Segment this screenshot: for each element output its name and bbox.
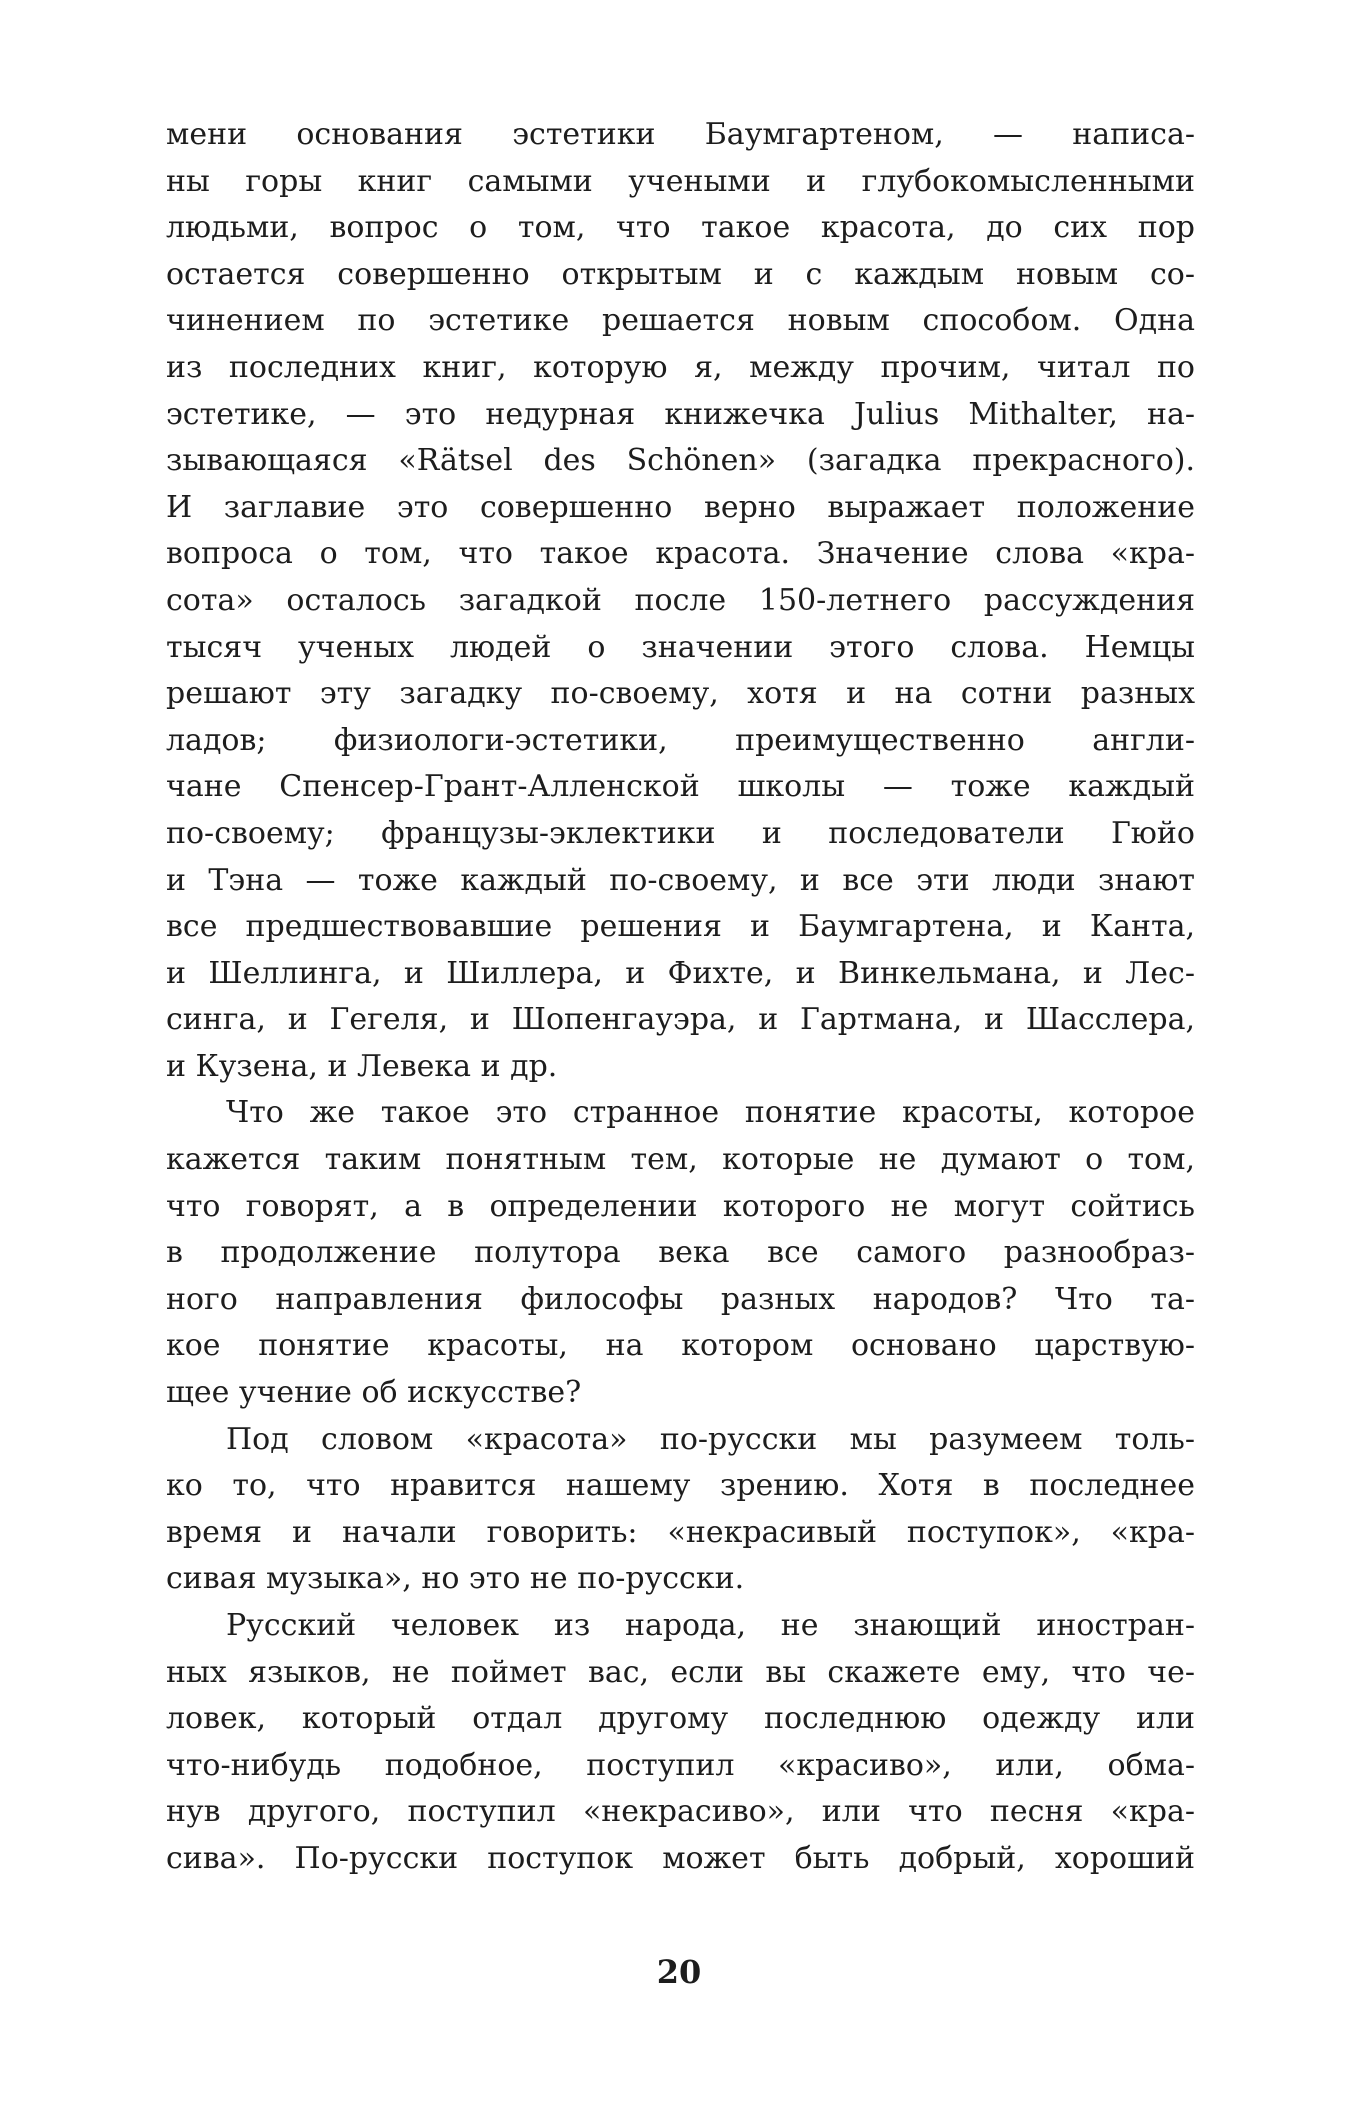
- text-line: щее учение об искусстве?: [166, 1375, 582, 1411]
- text-line: ладов; физиологи-эстетики, преимущественно англи-: [166, 722, 1195, 758]
- text-line: тысяч ученых людей о значении этого слова. Немцы: [166, 629, 1195, 665]
- text-line: сота» осталось загадкой после 150-летнего рассуждения: [166, 582, 1195, 618]
- text-line: решают эту загадку по-своему, хотя и на сотни разных: [166, 676, 1195, 712]
- text-line: мени основания эстетики Баумгартеном, — написа-: [166, 117, 1195, 152]
- text-line: что-нибудь подобное, поступил «красиво», или, обма-: [166, 1747, 1195, 1783]
- text-line: сива». По-русски поступок может быть добрый, хороший: [166, 1840, 1195, 1876]
- text-line: сивая музыка», но это не по-русски.: [166, 1561, 745, 1597]
- text-line: вопроса о том, что такое красота. Значение слова «кра-: [166, 536, 1195, 572]
- text-line: Под словом «красота» по-русски мы разумеем толь-: [226, 1421, 1195, 1457]
- text-line: зывающаяся «Rätsel des Schönen» (загадка прекрасного).: [166, 443, 1195, 479]
- paragraph: [166, 1417, 1195, 1603]
- text-line: что говорят, а в определении которого не могут сойтись: [166, 1188, 1195, 1224]
- text-line: остается совершенно открытым и с каждым новым со-: [166, 256, 1195, 292]
- text-line: все предшествовавшие решения и Баумгартена, и Канта,: [166, 909, 1195, 945]
- text-line: чинением по эстетике решается новым способом. Одна: [166, 303, 1195, 339]
- page-number: 20: [656, 1953, 702, 1991]
- text-line: ловек, который отдал другому последнюю одежду или: [166, 1701, 1195, 1737]
- text-line: эстетике, — это недурная книжечка Julius Mithalter, на-: [166, 396, 1195, 432]
- text-line: Русский человек из народа, не знающий иностран-: [226, 1608, 1195, 1643]
- text-line: кажется таким понятным тем, которые не думают о том,: [166, 1142, 1195, 1178]
- paragraph: [166, 112, 1195, 1090]
- paragraph: [166, 1603, 1195, 1883]
- text-line: время и начали говорить: «некрасивый поступок», «кра-: [166, 1514, 1195, 1550]
- text-line: в продолжение полутора века все самого разнообраз-: [166, 1235, 1195, 1271]
- text-line: ны горы книг самыми учеными и глубокомысленными: [166, 163, 1195, 199]
- text-line: нув другого, поступил «некрасиво», или что песня «кра-: [166, 1794, 1195, 1830]
- text-line: ко то, что нравится нашему зрению. Хотя в последнее: [166, 1468, 1195, 1504]
- text-line: по-своему; французы-эклектики и последователи Гюйо: [166, 815, 1195, 851]
- text-line: и Кузена, и Левека и др.: [166, 1048, 558, 1084]
- text-line: и Тэна — тоже каждый по-своему, и все эти люди знают: [166, 862, 1195, 898]
- text-line: ных языков, не поймет вас, если вы скажете ему, что че-: [166, 1654, 1195, 1690]
- paragraph: [166, 1090, 1195, 1416]
- text-line: синга, и Гегеля, и Шопенгауэра, и Гартмана, и Шасслера,: [166, 1002, 1195, 1038]
- text-line: Что же такое это странное понятие красоты, которое: [226, 1095, 1195, 1131]
- text-line: ного направления философы разных народов? Что та-: [166, 1281, 1195, 1317]
- text-line: кое понятие красоты, на котором основано царствую-: [166, 1328, 1195, 1364]
- body-text: [166, 112, 1195, 1883]
- text-line: И заглавие это совершенно верно выражает положение: [166, 489, 1195, 525]
- text-line: и Шеллинга, и Шиллера, и Фихте, и Винкельмана, и Лес-: [166, 955, 1195, 991]
- text-line: чане Спенсер-Грант-Алленской школы — тоже каждый: [166, 769, 1195, 805]
- text-line: людьми, вопрос о том, что такое красота, до сих пор: [166, 210, 1195, 246]
- text-line: из последних книг, которую я, между прочим, читал по: [166, 349, 1195, 385]
